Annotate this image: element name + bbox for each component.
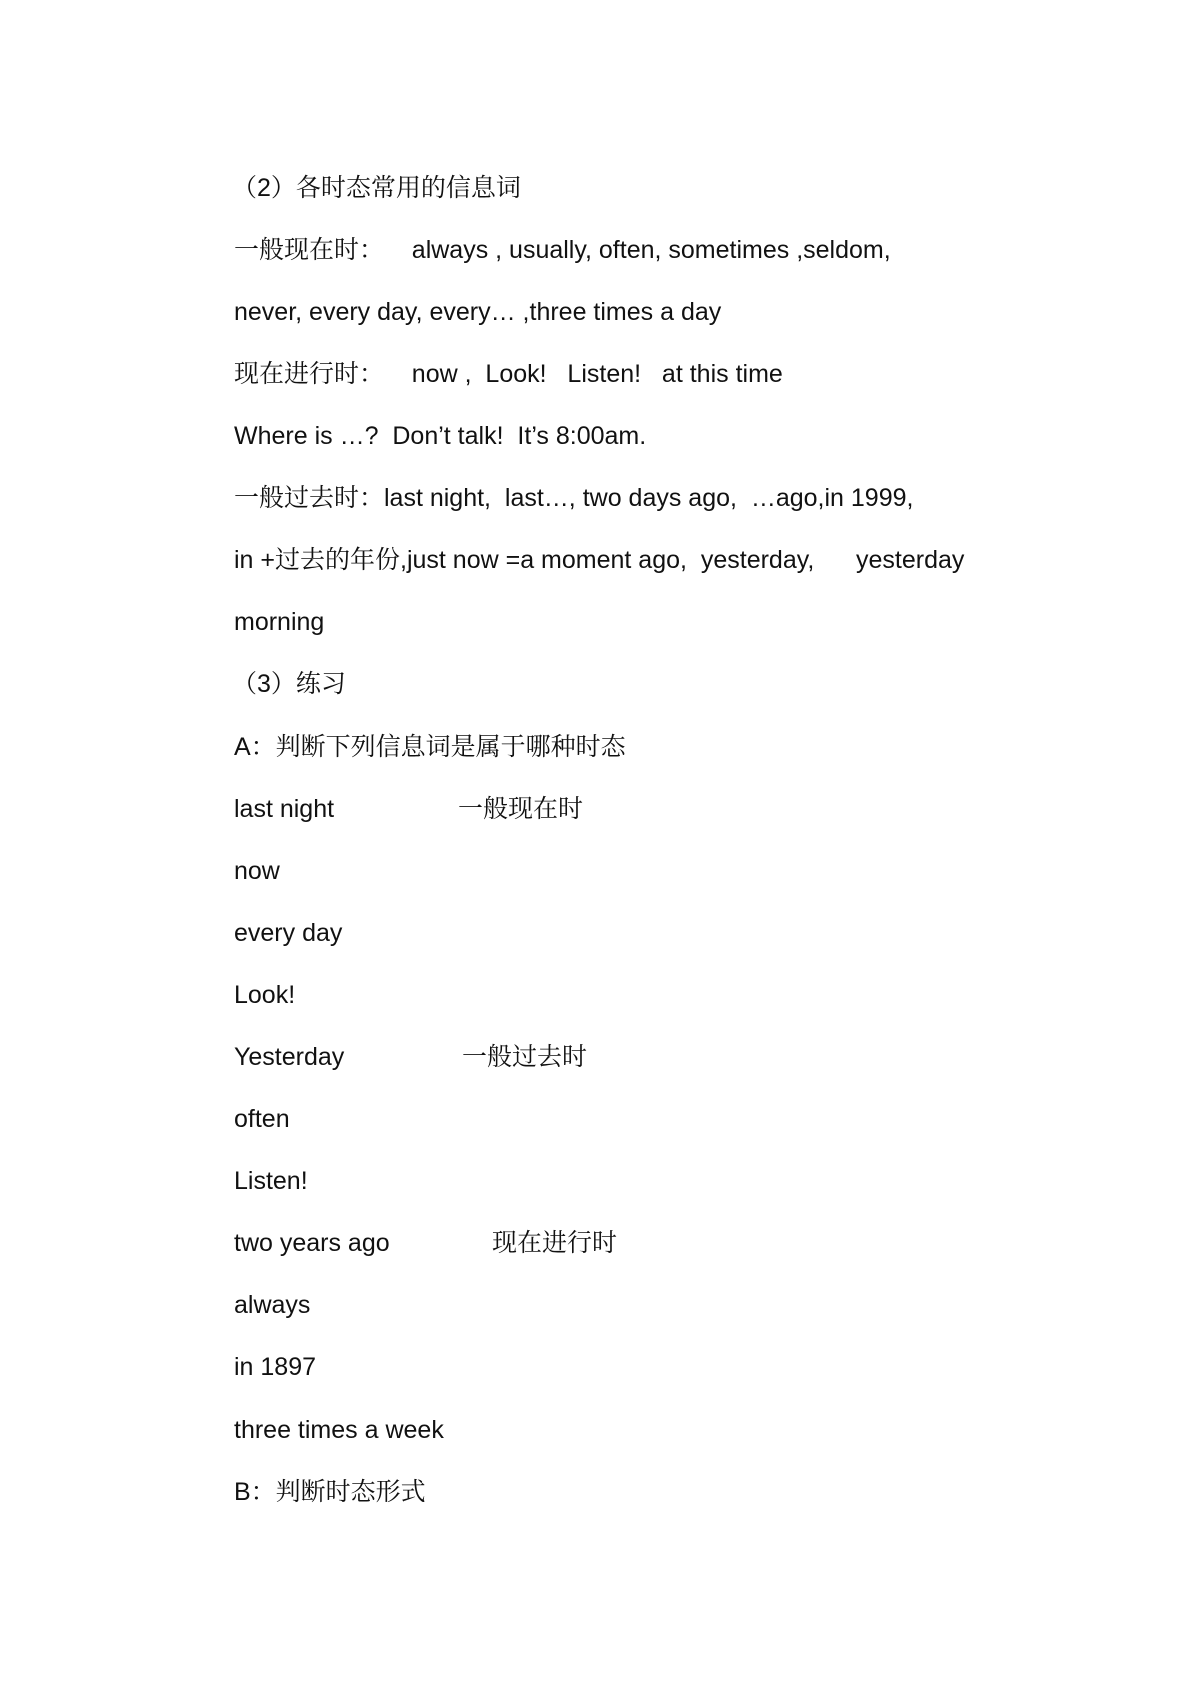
tense-label-simple-present: 一般现在时 [458,795,584,823]
part-a-heading: A：判断下列信息词是属于哪种时态 [234,733,626,761]
exercise-word-last-night: last night [234,795,335,823]
exercise-word-now: now [234,857,280,885]
exercise-word-listen: Listen! [234,1167,308,1195]
exercise-word-in-1897: in 1897 [234,1353,317,1381]
exercise-word-look: Look! [234,981,296,1009]
tense-label-present-continuous: 现在进行时 [492,1229,618,1257]
exercise-word-yesterday: Yesterday [234,1043,345,1071]
exercise-word-often: often [234,1105,290,1133]
present-continuous-keywords-line-2: Where is …? Don’t talk! It’s 8:00am. [234,422,647,450]
simple-present-keywords-line-1: 一般现在时： always , usually, often, sometimes ,seldom, [234,236,891,264]
simple-past-keywords-line-3: morning [234,608,325,636]
tense-label-simple-past: 一般过去时 [462,1043,588,1071]
present-continuous-keywords-line-1: 现在进行时： now , Look! Listen! at this time [234,360,783,388]
simple-present-keywords-line-2: never, every day, every… ,three times a day [234,298,722,326]
exercise-word-always: always [234,1291,311,1319]
exercise-word-three-times-a-week: three times a week [234,1416,444,1444]
simple-past-keywords-line-1: 一般过去时：last night, last…, two days ago, …ago,in 1999, [234,484,914,512]
section-3-heading: （3）练习 [232,670,346,698]
exercise-word-two-years-ago: two years ago [234,1229,390,1257]
simple-past-keywords-line-2: in +过去的年份,just now =a moment ago, yesterday, yesterday [234,546,965,574]
part-b-heading: B：判断时态形式 [234,1478,426,1506]
exercise-word-every-day: every day [234,919,343,947]
section-2-heading: （2）各时态常用的信息词 [232,174,521,202]
